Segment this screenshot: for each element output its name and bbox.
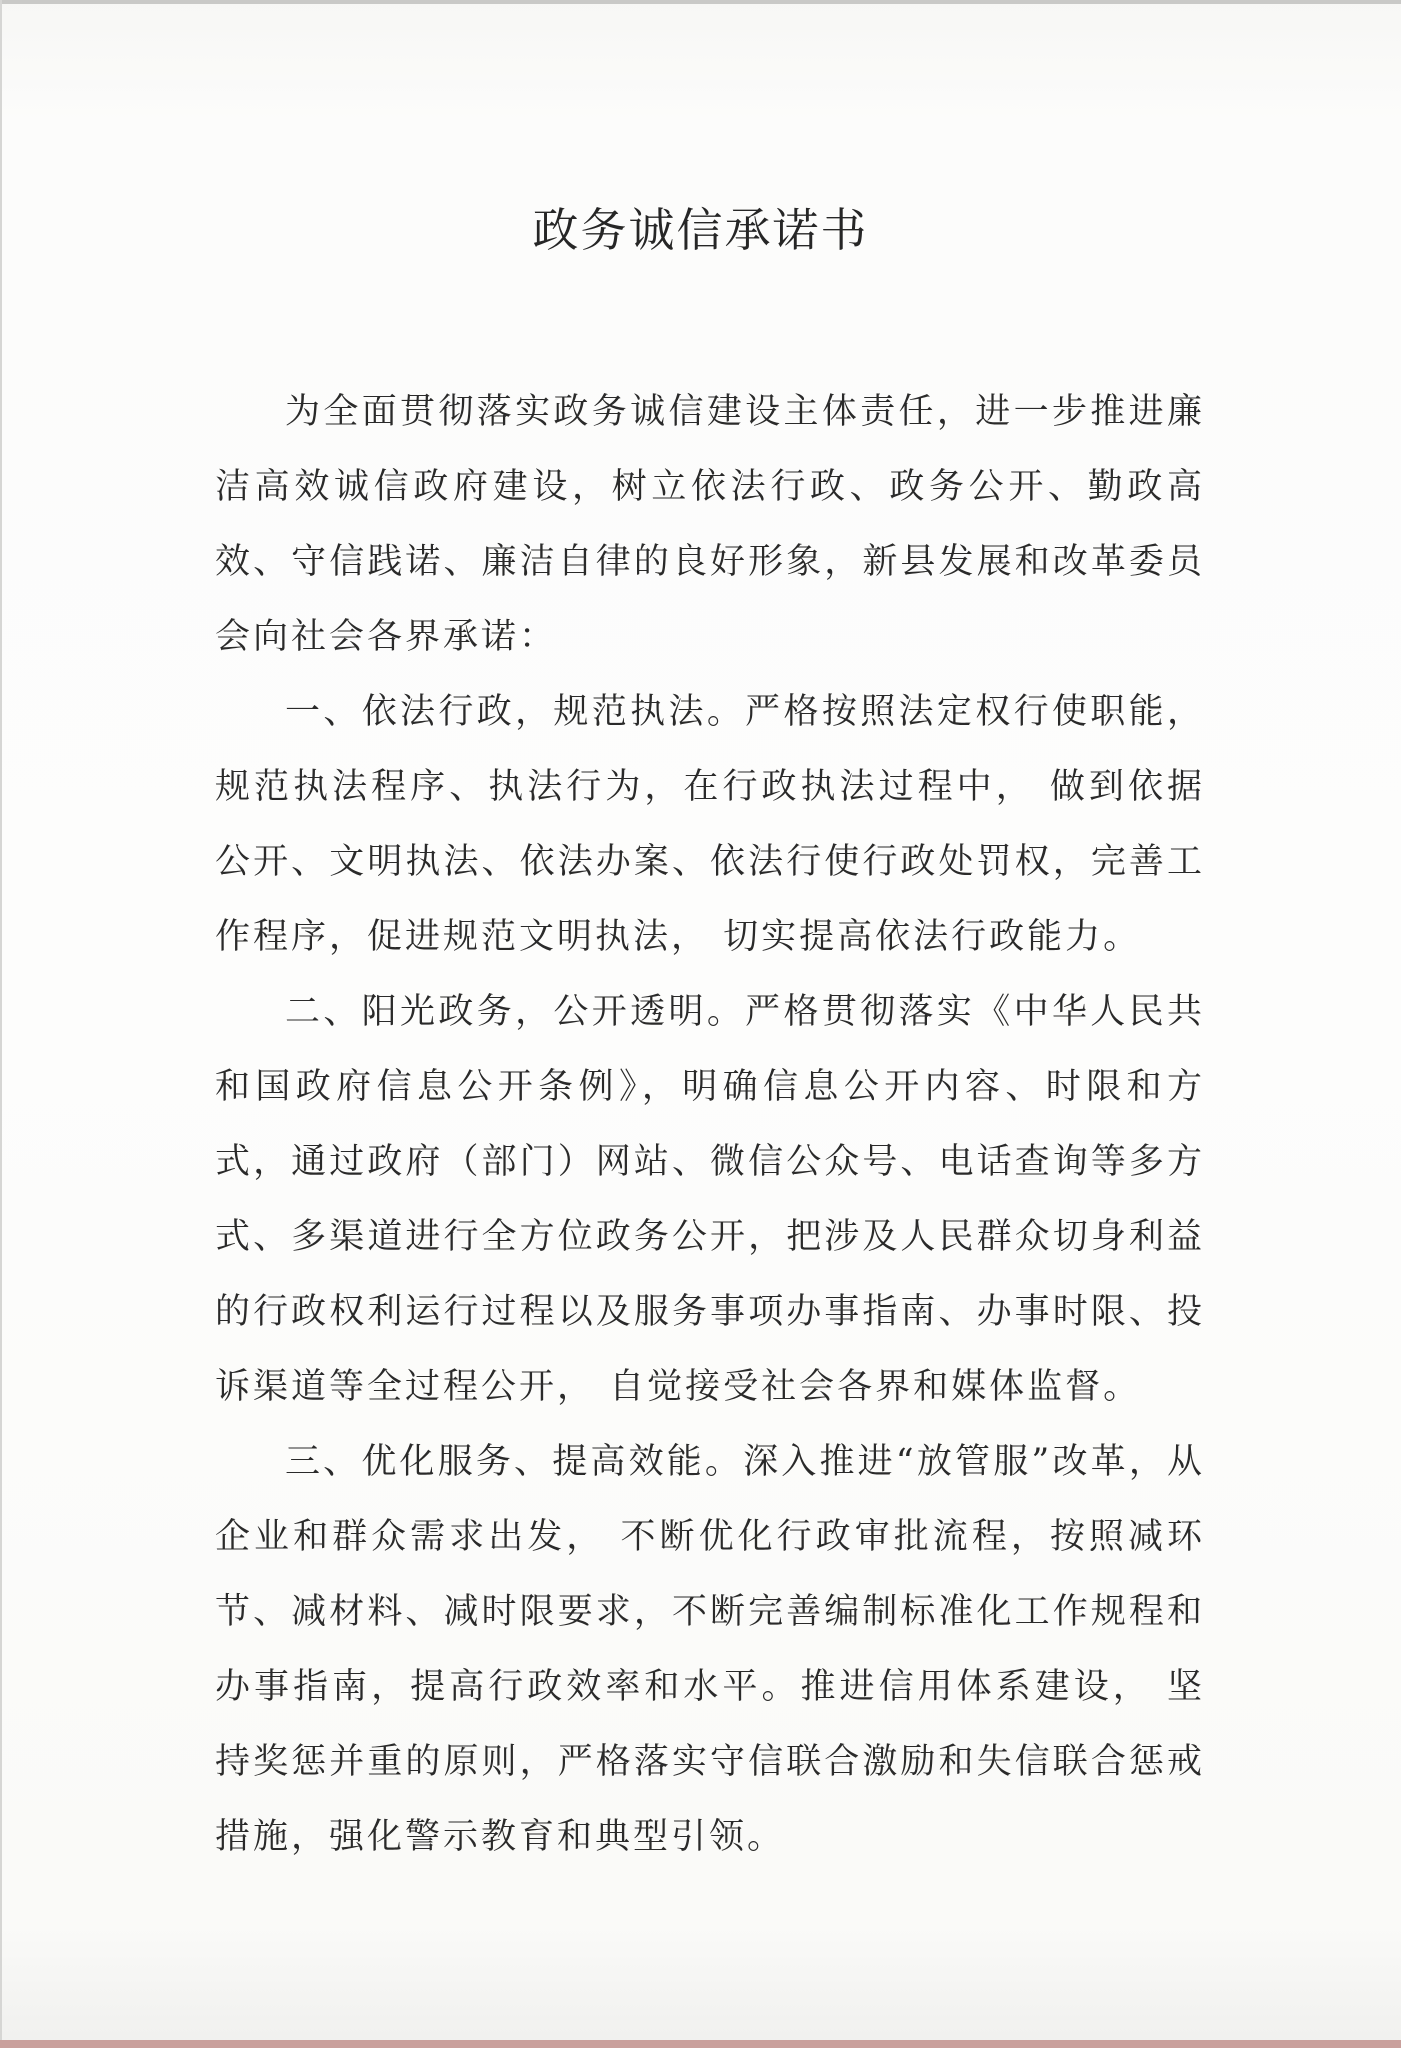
paragraph-optimize-services: 三、优化服务、提高效能。深入推进“放管服”改革，从企业和群众需求出发， 不断优化行政审批流程，按照减环节、减材料、减时限要求，不断完善编制标准化工作规程和办事指南，提高行政效率和水平。推进信用体系建设， 坚持奖惩并重的原则，严格落实守信联合激励和失信联合惩戒措施，强化警示教育和典型引领。 xyxy=(215,1442,1205,1857)
document-body xyxy=(215,375,1205,1875)
scan-edge-top xyxy=(0,0,1401,4)
paragraph-intro: 为全面贯彻落实政务诚信建设主体责任，进一步推进廉洁高效诚信政府建设，树立依法行政、政务公开、勤政高效、守信践诺、廉洁自律的良好形象，新县发展和改革委员会向社会各界承诺： xyxy=(215,392,1205,657)
document-title: 政务诚信承诺书 xyxy=(532,203,869,257)
paragraph-lawful-administration: 一、依法行政，规范执法。严格按照法定权行使职能，规范执法程序、执法行为，在行政执法过程中， 做到依据公开、文明执法、依法办案、依法行使行政处罚权，完善工作程序，促进规范文明执法， 切实提高依法行政能力。 xyxy=(215,692,1205,957)
scan-edge-left xyxy=(0,0,2,2048)
paragraph-open-government: 二、阳光政务，公开透明。严格贯彻落实《中华人民共和国政府信息公开条例》，明确信息公开内容、时限和方式，通过政府（部门）网站、微信公众号、电话查询等多方式、多渠道进行全方位政务公开，把涉及人民群众切身利益的行政权利运行过程以及服务事项办事指南、办事时限、投诉渠道等全过程公开， 自觉接受社会各界和媒体监督。 xyxy=(215,992,1205,1407)
scan-edge-bottom xyxy=(0,2040,1401,2048)
